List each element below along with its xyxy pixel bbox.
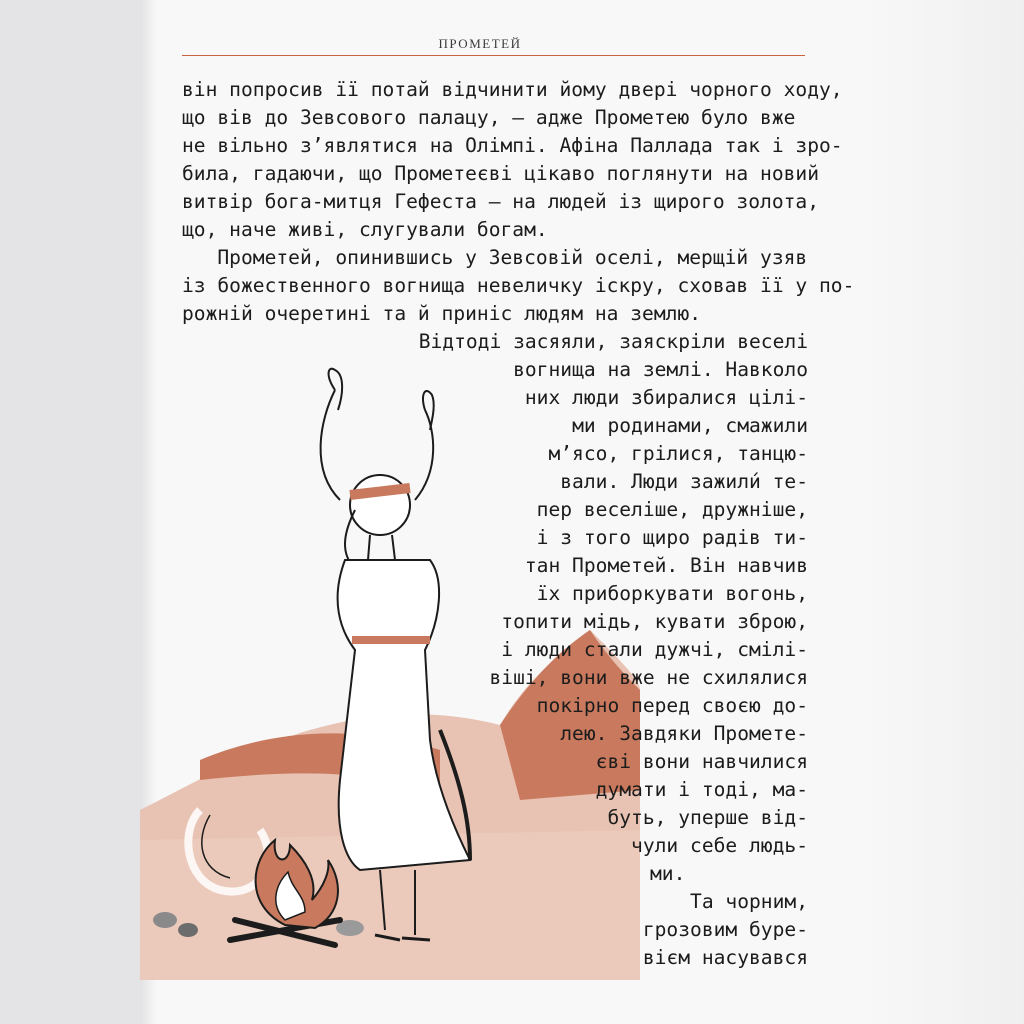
text-line: Прометей, опинившись у Зевсовій оселі, мерщій узяв [182, 246, 808, 269]
text-line: рожній очеретині та й приніс людям на землю. [182, 302, 702, 325]
text-line: них люди збиралися цілі- [524, 386, 808, 409]
text-line: тан Прометей. Він навчив [524, 554, 808, 577]
text-line: вогнища на землі. Навколо [513, 358, 808, 381]
text-line: єві вони навчилися [595, 750, 808, 773]
page-gutter [860, 0, 1024, 1024]
text-line: вієм насувався [642, 946, 808, 969]
text-line: і з того щиро радів ти- [536, 526, 808, 549]
header-rule [182, 55, 805, 56]
text-line: і люди стали дужчі, смілі- [501, 638, 808, 661]
text-line: пер веселіше, дружніше, [536, 498, 808, 521]
text-line: покірно перед своєю до- [536, 694, 808, 717]
text-line: лею. Завдяки Промете- [560, 722, 808, 745]
text-line: із божественного вогнища невеличку іскру, сховав її у по- [182, 274, 855, 297]
text-line: що вів до Зевсового палацу, — адже Прометею було вже [182, 106, 796, 129]
text-line: буть, уперше від- [607, 806, 808, 829]
stone [153, 912, 177, 928]
text-line: ми родинами, смажили [572, 414, 808, 437]
text-line: що, наче живі, слугували богам. [182, 218, 548, 241]
text-line: він попросив її потай відчинити йому двері чорного ходу, [182, 78, 843, 101]
text-line: не вільно з’являтися на Олімпі. Афіна Паллада так і зро- [182, 134, 843, 157]
text-line: вали. Люди зажили́ те- [560, 470, 808, 493]
text-line: била, гадаючи, що Прометеєві цікаво поглянути на новий [182, 162, 820, 185]
text-line: чули себе людь- [631, 834, 808, 857]
running-head: ПРОМЕТЕЙ [438, 36, 522, 51]
text-line: думати і тоді, ма- [595, 778, 808, 801]
text-line: ми. [650, 862, 686, 885]
text-line: Відтоді засяяли, заяскріли веселі [418, 330, 808, 353]
stone [178, 923, 198, 937]
text-line: віші, вони вже не схилялися [489, 666, 808, 689]
text-line: топити мідь, кувати зброю, [501, 610, 808, 633]
text-line: грозовим буре- [642, 918, 808, 941]
text-line: Та чорним, [690, 890, 808, 913]
text-line: витвір бога-митця Гефеста — на людей із щирого золота, [182, 190, 820, 213]
text-line: їх приборкувати вогонь, [536, 582, 808, 605]
text-line: м’ясо, грілися, танцю- [548, 442, 808, 465]
